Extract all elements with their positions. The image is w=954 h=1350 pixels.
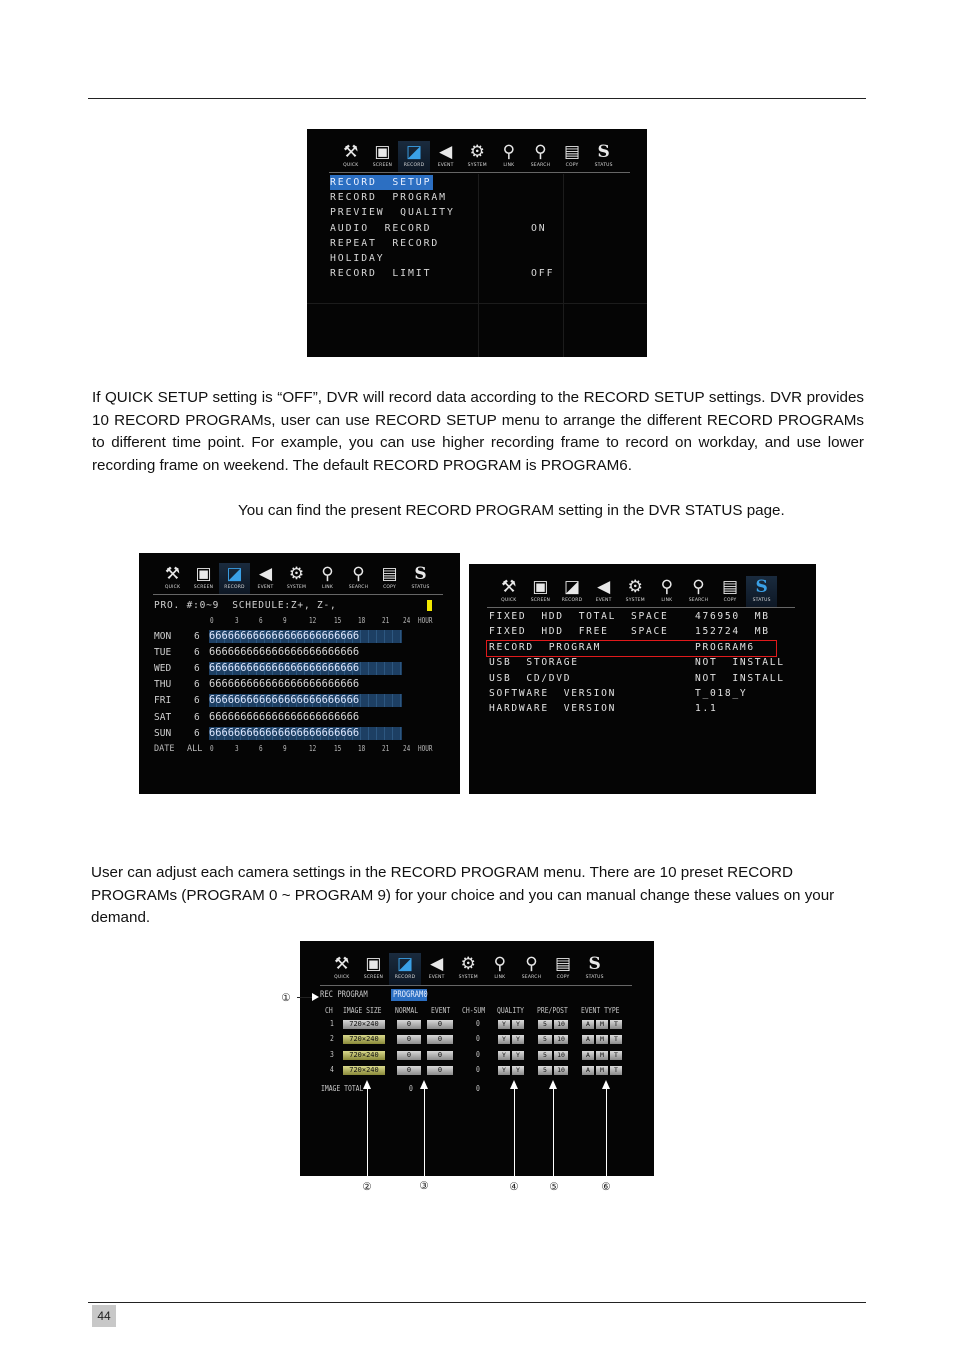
image-total-normal: 0 [409, 1084, 413, 1093]
paragraph-record-setup: If QUICK SETUP setting is “OFF”, DVR will record data according to the RECORD SETUP settings. DVR provides 10 RECORD PROGRAMs, user can use RECORD SETUP menu to arrange the different RECORD PROGRAMs to different time point. For example, you can use higher recording frame to record on workday, and use lower recording frame on weekend. The default RECORD PROGRAM is PROGRAM6. [92, 389, 864, 474]
channel-number: 4 [330, 1064, 334, 1074]
hour-tick-label: 6 [259, 616, 263, 625]
record-icon: ◪ [226, 564, 243, 584]
normal-fps-select[interactable]: 0 [397, 1051, 421, 1060]
event-type-value[interactable]: M [596, 1051, 608, 1060]
system-icon: ⚙ [627, 577, 643, 597]
schedule-cells[interactable]: 666666666666666666666666 [209, 678, 360, 691]
hour-tick-label: 21 [382, 744, 390, 753]
status-icon: S [588, 954, 601, 974]
tab-label: SEARCH [348, 585, 369, 590]
copy-tab[interactable] [556, 141, 588, 173]
day-label: SAT [154, 711, 172, 723]
rec-program-screen [300, 941, 654, 1176]
column-header: EVENT TYPE [581, 1006, 620, 1015]
program-selector[interactable]: PROGRAM0 [393, 990, 428, 1000]
event-icon: ◀ [439, 142, 453, 162]
quality-select[interactable] [498, 1066, 524, 1075]
normal-fps-select[interactable]: 0 [397, 1020, 421, 1029]
event-tab[interactable] [421, 953, 453, 985]
tab-label: LINK [494, 975, 506, 980]
link-tab[interactable] [312, 563, 343, 595]
hour-tick-label: 12 [309, 616, 317, 625]
status-value: T_018_Y [695, 688, 748, 699]
event-fps-select[interactable]: 0 [427, 1035, 453, 1044]
status-label: SOFTWARE VERSION [489, 688, 617, 699]
event-icon: ◀ [258, 564, 273, 584]
quick-setup-icon: ⚒ [343, 142, 359, 162]
tab-label: EVENT [428, 975, 445, 980]
hour-tick-label: 18 [358, 616, 366, 625]
status-label: RECORD PROGRAM [489, 641, 602, 653]
tab-label: COPY [383, 585, 396, 590]
rec-program-title: REC PROGRAM [320, 990, 368, 1000]
tab-label: QUICK [164, 585, 181, 590]
record-tab[interactable] [556, 576, 588, 608]
event-type-value[interactable]: M [596, 1035, 608, 1044]
hour-tick-label: 0 [210, 616, 214, 625]
footer-date: DATE [154, 744, 175, 754]
event-icon: ◀ [430, 954, 444, 974]
event-fps-select[interactable]: 0 [427, 1066, 453, 1075]
status-tab[interactable] [588, 141, 620, 173]
pre-post-value[interactable]: 5 [538, 1020, 552, 1029]
system-icon: ⚙ [460, 954, 476, 974]
search-tab[interactable] [525, 141, 557, 173]
hour-tick-label: HOUR [418, 744, 433, 753]
column-header: CH-SUM [462, 1006, 486, 1015]
status-label: FIXED HDD FREE SPACE [489, 626, 669, 638]
event-type-value[interactable]: M [596, 1066, 608, 1075]
quality-value[interactable]: Y [498, 1020, 510, 1029]
status-label: HARDWARE VERSION [489, 703, 617, 715]
tab-label: SEARCH [688, 598, 709, 603]
quality-value[interactable]: Y [512, 1035, 524, 1044]
event-tab[interactable] [588, 576, 620, 608]
tab-label: STATUS [585, 975, 604, 980]
link-icon: ⚲ [493, 954, 507, 974]
tab-label: RECORD [224, 585, 245, 590]
day-program[interactable]: 6 [194, 663, 200, 675]
tab-label: EVENT [257, 585, 274, 590]
menu-item-value[interactable]: ON [531, 222, 547, 234]
status-screen [469, 564, 816, 794]
tab-label: STATUS [411, 585, 430, 590]
quick-setup-tab[interactable] [157, 563, 188, 595]
record-icon: ◪ [563, 577, 581, 597]
menu-icon-bar [493, 576, 777, 608]
event-fps-select[interactable]: 0 [427, 1020, 453, 1029]
hour-tick-label: 6 [259, 744, 263, 753]
normal-fps-select[interactable]: 0 [397, 1035, 421, 1044]
quality-value[interactable]: Y [498, 1051, 510, 1060]
event-type-value[interactable]: A [582, 1035, 594, 1044]
quality-select[interactable] [498, 1035, 524, 1044]
event-type-select[interactable] [582, 1020, 622, 1029]
status-label: FIXED HDD TOTAL SPACE [489, 611, 669, 622]
search-icon: ⚲ [692, 577, 705, 597]
record-icon: ◪ [396, 954, 414, 974]
copy-tab[interactable] [547, 953, 579, 985]
column-header: PRE/POST [537, 1006, 568, 1015]
hour-tick-label: 24 [403, 616, 411, 625]
pre-post-select[interactable] [538, 1035, 568, 1044]
paragraph-record-program: User can adjust each camera settings in the RECORD PROGRAM menu. There are 10 preset RECORD PROGRAMs (PROGRAM 0 ~ PROGRAM 9) for your choice and you can manual change these values on your demand. [91, 864, 835, 927]
day-label: THU [154, 679, 172, 691]
pre-post-value[interactable]: 5 [538, 1035, 552, 1044]
copy-tab[interactable] [374, 563, 405, 595]
link-tab[interactable] [484, 953, 516, 985]
tab-label: SEARCH [530, 163, 551, 168]
system-tab[interactable] [619, 576, 651, 608]
channel-sum: 0 [476, 1049, 480, 1059]
event-icon: ◀ [597, 577, 611, 597]
system-icon: ⚙ [288, 564, 305, 584]
image-total-label: IMAGE TOTAL [321, 1084, 364, 1093]
quick-setup-icon: ⚒ [501, 577, 517, 597]
link-icon: ⚲ [321, 564, 334, 584]
image-size-select[interactable]: 720×240 [343, 1035, 385, 1044]
callout-1-arrowhead [312, 993, 319, 1001]
status-tab[interactable] [746, 576, 778, 608]
callout-5: ⑤ [549, 1181, 559, 1193]
copy-icon: ▤ [381, 564, 398, 584]
menu-item-repeat-record[interactable]: REPEAT RECORD [330, 237, 440, 249]
tab-label: LINK [503, 163, 515, 168]
day-label: FRI [154, 695, 172, 707]
day-label: WED [154, 663, 172, 675]
tab-label: SYSTEM [286, 585, 307, 590]
pre-post-value[interactable]: 10 [554, 1035, 568, 1044]
screen-tab[interactable] [525, 576, 557, 608]
record-tab[interactable] [219, 563, 250, 595]
tab-label: RECORD [403, 163, 425, 168]
tab-label: COPY [723, 598, 737, 603]
channel-number: 1 [330, 1019, 334, 1028]
tab-label: SYSTEM [458, 975, 478, 980]
status-icon: S [755, 577, 768, 597]
tab-label: COPY [565, 163, 579, 168]
tab-label: EVENT [437, 163, 454, 168]
channel-sum: 0 [476, 1019, 480, 1028]
event-type-select[interactable] [582, 1066, 622, 1075]
event-tab[interactable] [250, 563, 281, 595]
day-label: TUE [154, 647, 172, 659]
image-size-select[interactable]: 720×240 [343, 1051, 385, 1060]
page-number: 44 [92, 1305, 116, 1327]
search-icon: ⚲ [352, 564, 365, 584]
quality-select[interactable] [498, 1020, 524, 1029]
schedule-cells[interactable]: 666666666666666666666666 [209, 630, 402, 643]
hour-tick-label: 9 [283, 616, 287, 625]
quick-setup-tab[interactable] [326, 953, 358, 985]
tab-label: RECORD [561, 598, 583, 603]
footer-all: ALL [187, 744, 203, 754]
status-note: You can find the present RECORD PROGRAM setting in the DVR STATUS page. [238, 502, 785, 519]
schedule-screen [139, 553, 460, 794]
system-icon: ⚙ [469, 142, 485, 162]
hour-tick-label: 15 [334, 616, 342, 625]
system-tab[interactable] [461, 141, 493, 173]
quality-value[interactable]: Y [498, 1066, 510, 1075]
menu-item-record-program[interactable]: RECORD PROGRAM [330, 192, 447, 204]
screen-tab[interactable] [188, 563, 219, 595]
day-program[interactable]: 6 [194, 647, 200, 659]
pre-post-value[interactable]: 5 [538, 1066, 552, 1075]
status-label: USB STORAGE [489, 657, 579, 669]
link-icon: ⚲ [502, 142, 516, 162]
tab-label: EVENT [595, 598, 612, 603]
callout-6: ⑥ [601, 1181, 611, 1193]
hour-tick-label: 21 [382, 616, 390, 625]
quality-value[interactable]: Y [512, 1020, 524, 1029]
tab-label: COPY [556, 975, 570, 980]
pre-post-value[interactable]: 10 [554, 1066, 568, 1075]
menu-icon-bar [335, 141, 619, 173]
hour-tick-label: 12 [309, 744, 317, 753]
column-header: NORMAL [395, 1006, 419, 1015]
event-type-value[interactable]: A [582, 1051, 594, 1060]
callout-1: ① [281, 992, 291, 1004]
channel-sum: 0 [476, 1034, 480, 1044]
screen-icon: ▣ [374, 142, 391, 162]
menu-item-preview-quality[interactable]: PREVIEW QUALITY [330, 207, 455, 219]
status-tab[interactable] [405, 563, 436, 595]
status-value: NOT INSTALL [695, 657, 785, 669]
copy-icon: ▤ [555, 954, 572, 974]
screen-icon: ▣ [532, 577, 549, 597]
status-label: USB CD/DVD [489, 672, 572, 684]
screen-tab[interactable] [367, 141, 399, 173]
hour-tick-label: 3 [235, 744, 239, 753]
day-program[interactable]: 6 [194, 711, 200, 723]
pre-post-select[interactable] [538, 1066, 568, 1075]
link-tab[interactable] [493, 141, 525, 173]
channel-number: 3 [330, 1049, 334, 1059]
menu-item-value[interactable]: OFF [531, 268, 555, 280]
search-icon: ⚲ [525, 954, 538, 974]
column-header: CH [325, 1006, 333, 1015]
day-program[interactable]: 6 [194, 727, 200, 739]
tab-label: QUICK [334, 975, 350, 980]
menu-item-record-setup[interactable]: RECORD SETUP [330, 177, 432, 188]
hour-tick-label: 24 [403, 744, 411, 753]
system-tab[interactable] [281, 563, 312, 595]
hour-tick-label: 3 [235, 616, 239, 625]
search-icon: ⚲ [534, 142, 547, 162]
event-type-value[interactable]: T [610, 1051, 622, 1060]
tab-label: SCREEN [363, 975, 384, 980]
header-rule [88, 98, 866, 99]
record-tab[interactable] [389, 953, 421, 985]
screen-icon: ▣ [365, 954, 382, 974]
tab-label: SCREEN [193, 585, 214, 590]
tab-label: RECORD [394, 975, 416, 980]
channel-sum: 0 [476, 1064, 480, 1074]
tab-label: SYSTEM [625, 598, 645, 603]
tab-label: QUICK [343, 163, 359, 168]
search-tab[interactable] [683, 576, 715, 608]
status-icon: S [414, 564, 427, 584]
event-type-select[interactable] [582, 1051, 622, 1060]
search-tab[interactable] [343, 563, 374, 595]
hour-tick-label: 15 [334, 744, 342, 753]
pre-post-select[interactable] [538, 1051, 568, 1060]
status-value: 152724 MB [695, 626, 770, 638]
quality-value[interactable]: Y [498, 1035, 510, 1044]
copy-icon: ▤ [722, 577, 739, 597]
channel-number: 2 [330, 1034, 334, 1044]
tab-label: SEARCH [521, 975, 542, 980]
tab-label: SYSTEM [467, 163, 487, 168]
status-value: 476950 MB [695, 611, 770, 622]
quick-setup-tab[interactable] [493, 576, 525, 608]
schedule-cells[interactable]: 666666666666666666666666 [209, 694, 402, 707]
status-value: NOT INSTALL [695, 672, 785, 684]
day-label: SUN [154, 727, 172, 739]
link-icon: ⚲ [660, 577, 674, 597]
event-tab[interactable] [430, 141, 462, 173]
tab-label: SCREEN [372, 163, 393, 168]
tab-label: SCREEN [530, 598, 551, 603]
menu-item-holiday[interactable]: HOLIDAY [330, 253, 385, 264]
column-header: EVENT [431, 1006, 451, 1015]
screen-icon: ▣ [195, 564, 212, 584]
quick-setup-tab[interactable] [335, 141, 367, 173]
event-type-value[interactable]: T [610, 1066, 622, 1075]
pre-post-select[interactable] [538, 1020, 568, 1029]
event-type-value[interactable]: A [582, 1020, 594, 1029]
column-header: QUALITY [497, 1006, 524, 1015]
callout-2: ② [362, 1181, 372, 1193]
image-size-select[interactable]: 720×240 [343, 1020, 385, 1029]
quick-setup-icon: ⚒ [164, 564, 181, 584]
pre-post-value[interactable]: 10 [554, 1051, 568, 1060]
record-icon: ◪ [405, 142, 423, 162]
schedule-cells[interactable]: 666666666666666666666666 [209, 727, 402, 740]
status-tab[interactable] [579, 953, 611, 985]
menu-icon-bar [326, 953, 610, 985]
tab-label: QUICK [501, 598, 517, 603]
menu-item-record-limit[interactable]: RECORD LIMIT [330, 268, 432, 280]
event-type-value[interactable]: A [582, 1066, 594, 1075]
schedule-header: PRO. #:0~9 SCHEDULE:Z+, Z-, [154, 600, 337, 611]
event-type-value[interactable]: T [610, 1035, 622, 1044]
hour-tick-label: 9 [283, 744, 287, 753]
schedule-cells[interactable]: 666666666666666666666666 [209, 710, 360, 723]
day-program[interactable]: 6 [194, 679, 200, 691]
menu-icon-bar [157, 563, 436, 595]
screen-tab[interactable] [358, 953, 390, 985]
schedule-cells[interactable]: 666666666666666666666666 [209, 646, 360, 659]
tab-label: STATUS [752, 598, 771, 603]
pre-post-value[interactable]: 5 [538, 1051, 552, 1060]
day-program[interactable]: 6 [194, 695, 200, 707]
event-type-value[interactable]: T [610, 1020, 622, 1029]
quick-setup-icon: ⚒ [334, 954, 350, 974]
copy-tab[interactable] [714, 576, 746, 608]
copy-icon: ▤ [564, 142, 581, 162]
quality-value[interactable]: Y [512, 1066, 524, 1075]
day-program[interactable]: 6 [194, 631, 200, 642]
day-label: MON [154, 631, 172, 642]
schedule-cursor [427, 600, 432, 611]
schedule-cells[interactable]: 666666666666666666666666 [209, 662, 402, 675]
quality-select[interactable] [498, 1051, 524, 1060]
tab-label: STATUS [594, 163, 613, 168]
hour-tick-label: 18 [358, 744, 366, 753]
system-tab[interactable] [452, 953, 484, 985]
status-value: 1.1 [695, 703, 718, 715]
callout-4: ④ [509, 1181, 519, 1193]
menu-item-audio-record[interactable]: AUDIO RECORD [330, 222, 432, 234]
status-value: PROGRAM6 [695, 641, 755, 653]
link-tab[interactable] [651, 576, 683, 608]
search-tab[interactable] [516, 953, 548, 985]
tab-label: LINK [661, 598, 673, 603]
image-total-sum: 0 [476, 1084, 480, 1093]
record-setup-screen [307, 129, 647, 357]
record-tab[interactable] [398, 141, 430, 173]
normal-fps-select[interactable]: 0 [397, 1066, 421, 1075]
callout-3: ③ [419, 1180, 429, 1192]
quality-value[interactable]: Y [512, 1051, 524, 1060]
image-size-select[interactable]: 720×240 [343, 1066, 385, 1075]
event-type-select[interactable] [582, 1035, 622, 1044]
footer-rule [88, 1302, 866, 1303]
status-icon: S [597, 142, 610, 162]
event-fps-select[interactable]: 0 [427, 1051, 453, 1060]
tab-label: LINK [322, 585, 333, 590]
hour-tick-label: HOUR [418, 616, 433, 625]
pre-post-value[interactable]: 10 [554, 1020, 568, 1029]
event-type-value[interactable]: M [596, 1020, 608, 1029]
hour-tick-label: 0 [210, 744, 214, 753]
column-header: IMAGE SIZE [343, 1006, 382, 1015]
